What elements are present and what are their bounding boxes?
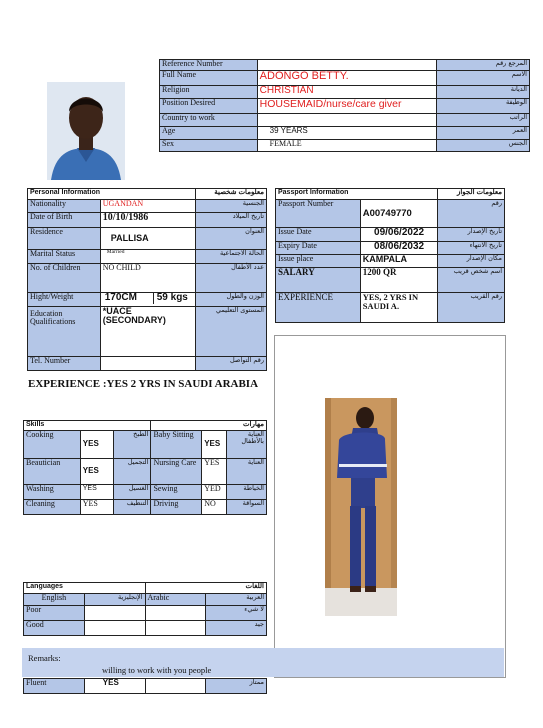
hw-label: Hight/Weight (28, 293, 101, 307)
tel-label: Tel. Number (28, 357, 101, 371)
age-label-ar: العمر (437, 127, 530, 140)
skill-nursing-label-ar: العناية (227, 459, 267, 485)
skill-washing-label-ar: الغسيل (113, 485, 151, 500)
tel-value (100, 357, 196, 371)
residence-label: Residence (28, 228, 101, 250)
poor-arabic (145, 606, 206, 621)
reference-label: Reference Number (160, 60, 258, 71)
fluent-english: YES (84, 679, 145, 694)
dob-value: 10/10/1986 (100, 213, 196, 228)
residence-value: PALLISA (100, 228, 196, 250)
hw-label-ar: الوزن والطول (196, 293, 267, 307)
religion-label-ar: الديانة (437, 86, 530, 99)
age-value: 39 YEARS (257, 127, 437, 140)
passport-info-table (275, 188, 505, 323)
sex-label-ar: الجنس (437, 140, 530, 152)
skills-title-ar: مهارات (151, 421, 267, 431)
skill-cleaning-label-ar: التنظيف (113, 500, 151, 515)
languages-title: Languages (24, 583, 146, 594)
passport-number-label-ar: رقم (438, 200, 505, 228)
country-label-ar: الراتب (437, 114, 530, 127)
age-label: Age (160, 127, 258, 140)
english-label-ar: الإنجليزية (84, 594, 145, 606)
skill-nursing-value: YES (202, 459, 227, 485)
english-label: English (24, 594, 85, 606)
skill-babysitting-label: Baby Sitting (151, 431, 202, 459)
marital-label-ar: الحالة الاجتماعية (196, 250, 267, 264)
religion-value: CHRISTIAN (257, 86, 437, 99)
sex-value: FEMALE (257, 140, 437, 152)
marital-label: Marital Status (28, 250, 101, 264)
personal-info-title-ar: معلومات شخصية (196, 189, 267, 200)
fullname-value: ADONGO BETTY. (257, 71, 437, 86)
nationality-label-ar: الجنسية (196, 200, 267, 213)
good-arabic (145, 621, 206, 636)
skill-cooking-label: Cooking (24, 431, 81, 459)
fluent-arabic (145, 679, 206, 694)
good-label: Good (24, 621, 85, 636)
fullname-label: Full Name (160, 71, 258, 86)
fluent-label: Fluent (24, 679, 85, 694)
skill-beautician-value: YES (80, 459, 113, 485)
height-value: 170CM (104, 292, 137, 303)
expiry-date-label-ar: تاريخ الانتهاء (438, 242, 505, 255)
skill-cleaning-label: Cleaning (24, 500, 81, 515)
country-label: Country to work (160, 114, 258, 127)
skills-table (23, 420, 267, 515)
religion-label: Religion (160, 86, 258, 99)
skills-title: Skills (24, 421, 151, 431)
nationality-value: UGANDAN (100, 200, 196, 213)
issue-place-value: KAMPALA (360, 255, 438, 268)
sex-label: Sex (160, 140, 258, 152)
dob-label: Date of Birth (28, 213, 101, 228)
education-label-ar: المستوى التعليمي (196, 307, 267, 357)
children-label-ar: عدد الأطفال (196, 264, 267, 293)
poor-label-ar: لا شيء (206, 606, 267, 621)
residence-label-ar: العنوان (196, 228, 267, 250)
skill-babysitting-value: YES (202, 431, 227, 459)
skill-driving-label-ar: السواقة (227, 500, 267, 515)
tel-label-ar: رقم التواصل (196, 357, 267, 371)
languages-title-ar: اللغات (145, 583, 266, 594)
skill-driving-label: Driving (151, 500, 202, 515)
education-label: Education Qualifications (28, 307, 101, 357)
skill-babysitting-label-ar: العناية بالأطفال (227, 431, 267, 459)
remarks-label: Remarks: (28, 653, 61, 663)
good-english (84, 621, 145, 636)
expiry-date-value: 08/06/2032 (360, 242, 438, 255)
personal-info-table (27, 188, 267, 371)
reference-value (257, 60, 437, 71)
skill-washing-label: Washing (24, 485, 81, 500)
salary-label: SALARY (276, 268, 361, 293)
passport-number-label: Passport Number (276, 200, 361, 228)
dob-label-ar: تاريخ الميلاد (196, 213, 267, 228)
marital-value: Married (100, 250, 196, 264)
passport-number-value: A00749770 (360, 200, 438, 228)
education-value: *UACE (SECONDARY) (100, 307, 196, 357)
nationality-label: Nationality (28, 200, 101, 213)
personal-info-title: Personal Information (28, 189, 196, 200)
fullname-label-ar: الاسم (437, 71, 530, 86)
passport-experience-value: YES, 2 YRS IN SAUDI A. (360, 293, 438, 323)
children-value: NO CHILD (100, 264, 196, 293)
header-info-table (159, 59, 530, 152)
skill-beautician-label: Beautician (24, 459, 81, 485)
position-value: HOUSEMAID/nurse/care giver (257, 99, 437, 114)
issue-place-label: Issue place (276, 255, 361, 268)
passport-experience-label: EXPERIENCE (276, 293, 361, 323)
poor-label: Poor (24, 606, 85, 621)
children-label: No. of Children (28, 264, 101, 293)
arabic-label: Arabic (145, 594, 206, 606)
passport-experience-label-ar: رقم القريب (438, 293, 505, 323)
hw-values (100, 293, 196, 307)
skill-cooking-label-ar: الطبخ (113, 431, 151, 459)
headshot-photo (47, 82, 125, 180)
fluent-label-ar: ممتاز (206, 679, 267, 694)
skill-nursing-label: Nursing Care (151, 459, 202, 485)
skill-sewing-value: YED (202, 485, 227, 500)
skill-washing-value: YES (80, 485, 113, 500)
skill-cooking-value: YES (80, 431, 113, 459)
languages-table (23, 582, 267, 636)
poor-english (84, 606, 145, 621)
issue-date-label-ar: تاريخ الإصدار (438, 228, 505, 242)
arabic-label-ar: العربية (206, 594, 267, 606)
issue-place-label-ar: مكان الإصدار (438, 255, 505, 268)
passport-info-title-ar: معلومات الجواز (438, 189, 505, 200)
remarks-text: willing to work with you people (102, 665, 212, 675)
issue-date-value: 09/06/2022 (360, 228, 438, 242)
good-label-ar: جيد (206, 621, 267, 636)
remarks-band (22, 648, 504, 677)
fluent-table (23, 678, 267, 694)
position-label-ar: الوظيفة (437, 99, 530, 114)
skill-sewing-label-ar: الخياطة (227, 485, 267, 500)
country-value (257, 114, 437, 127)
expiry-date-label: Expiry Date (276, 242, 361, 255)
experience-line: EXPERIENCE :YES 2 YRS IN SAUDI ARABIA (28, 378, 259, 390)
full-body-photo (325, 398, 397, 616)
passport-info-title: Passport Information (276, 189, 438, 200)
weight-value: 59 kgs (153, 293, 188, 304)
issue-date-label: Issue Date (276, 228, 361, 242)
position-label: Position Desired (160, 99, 258, 114)
salary-value: 1200 QR (360, 268, 438, 293)
skill-beautician-label-ar: التجميل (113, 459, 151, 485)
reference-label-ar: المرجع رقم (437, 60, 530, 71)
skill-cleaning-value: YES (80, 500, 113, 515)
skill-sewing-label: Sewing (151, 485, 202, 500)
skill-driving-value: NO (202, 500, 227, 515)
salary-label-ar: اسم شخص قريب (438, 268, 505, 293)
